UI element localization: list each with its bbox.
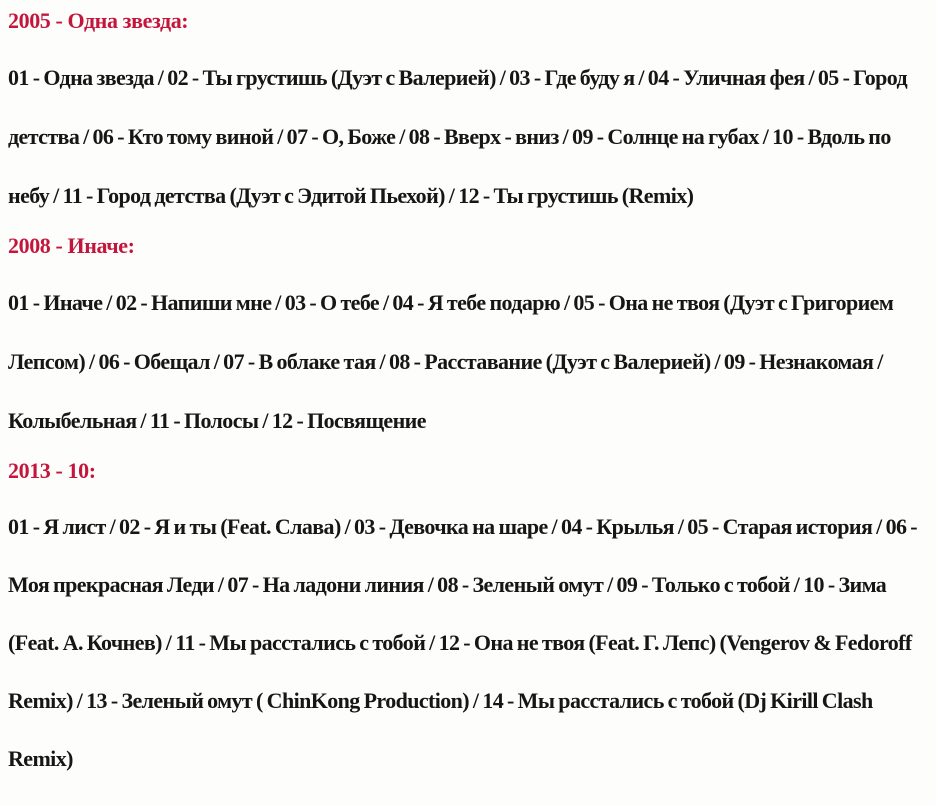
album-section-2005 [8, 6, 924, 225]
album-section-2008 [8, 231, 924, 450]
tracklist-2005: 01 - Одна звезда / 02 - Ты грустишь (Дуэт с Валерией) / 03 - Где буду я / 04 - Уличная фея / 05 - Город детства / 06 - Кто тому виной / 07 - О, Боже / 08 - Вверх - вниз / 09 - Солнце на губах / 10 - Вдоль по небу / 11 - Город детства (Дуэт с Эдитой Пьехой) / 12 - Ты грустишь (Remix) [8, 65, 908, 208]
album-heading-2008: 2008 - Иначе: [8, 233, 135, 258]
album-heading-2005: 2005 - Одна звезда: [8, 8, 189, 33]
tracklist-2008: 01 - Иначе / 02 - Напиши мне / 03 - О тебе / 04 - Я тебе подарю / 05 - Она не твоя (Дуэт с Григорием Лепсом) / 06 - Обещал / 07 - В облаке тая / 08 - Расставание (Дуэт с Валерией) / 09 - Незнакомая / Колыбельная / 11 - Полосы / 12 - Посвящение [8, 290, 894, 433]
tracklist-2013: 01 - Я лист / 02 - Я и ты (Feat. Слава) / 03 - Девочка на шаре / 04 - Крылья / 05 - Старая история / 06 - Моя прекрасная Леди / 07 - На ладони линия / 08 - Зеленый омут / 09 - Только с тобой / 10 - Зима (Feat. А. Кочнев) / 11 - Мы расстались с тобой / 12 - Она не твоя (Feat. Г. Лепс) (Vengerov & Fedoroff Remix) / 13 - Зеленый омут ( ChinKong Production) / 14 - Мы расстались с тобой (Dj Kirill Clash Remix) [8, 514, 917, 771]
album-section-2013 [8, 456, 924, 788]
album-heading-2013: 2013 - 10: [8, 458, 96, 483]
